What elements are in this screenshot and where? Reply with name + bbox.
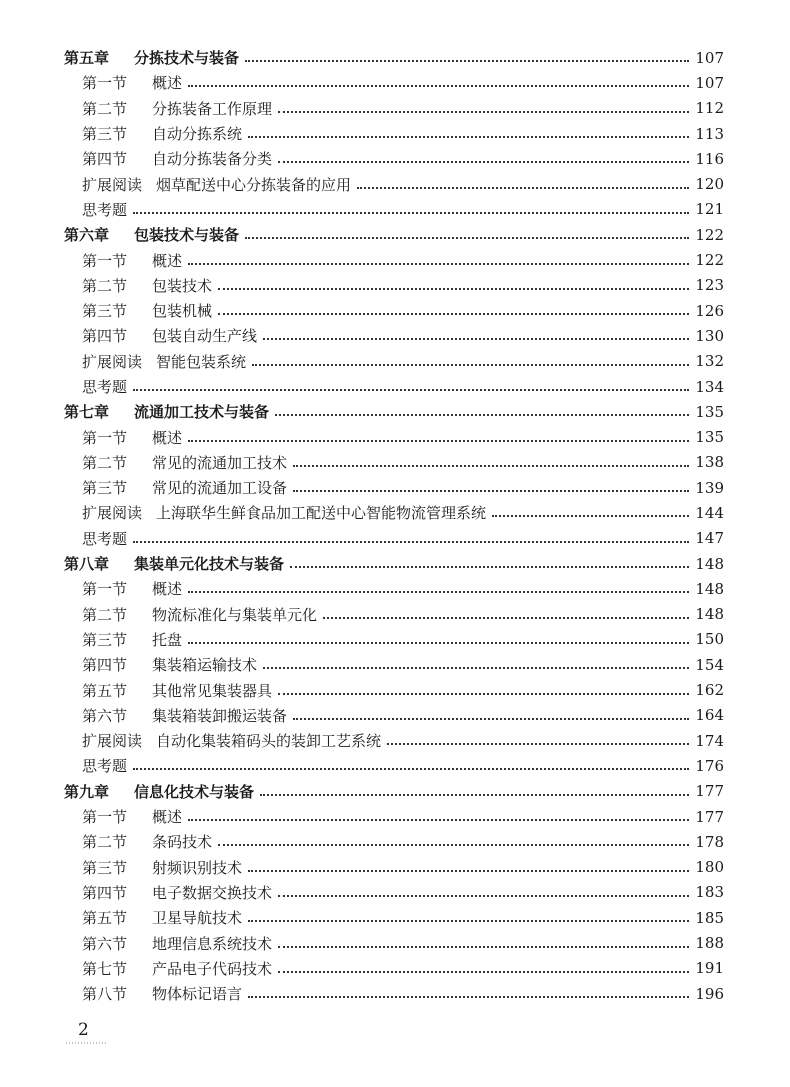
toc-entry-title: 物体标记语言 <box>152 985 243 1004</box>
page-ornament-icon <box>66 1040 106 1046</box>
toc-section-row <box>64 121 724 146</box>
toc-dot-leader <box>263 337 689 340</box>
toc-page-number: 174 <box>695 731 724 750</box>
toc-page-number: 139 <box>695 478 724 497</box>
toc-dot-leader <box>278 160 689 163</box>
toc-entry-number: 第六节 <box>82 934 128 953</box>
toc-page-number: 120 <box>695 175 724 194</box>
toc-entry-title: 信息化技术与装备 <box>134 782 255 801</box>
toc-entry-title: 烟草配送中心分拣装备的应用 <box>156 175 352 194</box>
toc-section-row <box>64 349 724 374</box>
toc-section-row <box>64 602 724 627</box>
toc-entry-title: 流通加工技术与装备 <box>134 403 270 422</box>
toc-section-row <box>64 197 724 222</box>
toc-entry-title: 射频识别技术 <box>152 858 243 877</box>
toc-page-number: 148 <box>695 605 724 624</box>
toc-section-row <box>64 576 724 601</box>
toc-section-row <box>64 70 724 95</box>
toc-section-row <box>64 298 724 323</box>
toc-entry-title: 自动分拣系统 <box>152 125 243 144</box>
toc-entry-number: 第五章 <box>64 49 110 68</box>
toc-entry-title: 概述 <box>152 428 183 447</box>
toc-page-number: 148 <box>695 554 724 573</box>
toc-page-number: 164 <box>695 706 724 725</box>
toc-dot-leader <box>278 945 689 948</box>
toc-entry-number: 第一节 <box>82 428 128 447</box>
toc-section-row <box>64 855 724 880</box>
toc-entry-title: 包装技术 <box>152 276 213 295</box>
toc-section-row <box>64 829 724 854</box>
toc-entry-title: 常见的流通加工技术 <box>152 453 288 472</box>
toc-entry-number: 第二节 <box>82 605 128 624</box>
toc-entry-title: 概述 <box>152 74 183 93</box>
toc-section-row <box>64 450 724 475</box>
toc-entry-title: 自动化集装箱码头的装卸工艺系统 <box>156 732 382 751</box>
toc-entry-number: 第八章 <box>64 555 110 574</box>
toc-entry-number: 第一节 <box>82 580 128 599</box>
toc-dot-leader <box>133 767 689 770</box>
toc-dot-leader <box>263 666 689 669</box>
toc-page-number: 183 <box>695 883 724 902</box>
toc-section-row <box>64 753 724 778</box>
toc-dot-leader <box>248 135 689 138</box>
toc-entry-title: 概述 <box>152 808 183 827</box>
toc-dot-leader <box>218 287 689 290</box>
toc-dot-leader <box>248 869 689 872</box>
toc-page-number: 134 <box>695 377 724 396</box>
toc-dot-leader <box>278 110 689 113</box>
toc-page-number: 177 <box>695 807 724 826</box>
toc-page-number: 107 <box>695 73 724 92</box>
toc-entry-title: 集装箱装卸搬运装备 <box>152 706 288 725</box>
toc-page-number: 112 <box>695 99 724 118</box>
toc-dot-leader <box>188 590 689 593</box>
toc-entry-number: 第三节 <box>82 302 128 321</box>
toc-section-row <box>64 880 724 905</box>
toc-entry-number: 第五节 <box>82 681 128 700</box>
toc-dot-leader <box>188 641 689 644</box>
toc-entry-title: 包装机械 <box>152 302 213 321</box>
toc-page-number: 138 <box>695 453 724 472</box>
toc-entry-title: 自动分拣装备分类 <box>152 150 273 169</box>
toc-page-number: 162 <box>695 681 724 700</box>
toc-section-row <box>64 804 724 829</box>
toc-page-number: 177 <box>695 782 724 801</box>
toc-page-number: 113 <box>695 124 724 143</box>
toc-entry-number: 第六节 <box>82 706 128 725</box>
toc-entry-number: 思考题 <box>82 529 128 548</box>
toc-page-number: 180 <box>695 858 724 877</box>
toc-section-row <box>64 374 724 399</box>
toc-page-number: 196 <box>695 984 724 1003</box>
toc-section-row <box>64 247 724 272</box>
toc-entry-number: 扩展阅读 <box>82 175 143 194</box>
toc-section-row <box>64 171 724 196</box>
toc-chapter-row <box>64 399 724 424</box>
toc-chapter-row <box>64 222 724 247</box>
toc-entry-title: 上海联华生鲜食品加工配送中心智能物流管理系统 <box>156 504 487 523</box>
toc-dot-leader <box>245 236 689 239</box>
table-of-contents <box>64 45 724 1006</box>
toc-entry-title: 包装技术与装备 <box>134 226 240 245</box>
toc-dot-leader <box>278 970 689 973</box>
toc-section-row <box>64 273 724 298</box>
toc-dot-leader <box>133 211 689 214</box>
toc-entry-number: 第九章 <box>64 782 110 801</box>
toc-section-row <box>64 475 724 500</box>
toc-section-row <box>64 424 724 449</box>
toc-entry-number: 思考题 <box>82 757 128 776</box>
toc-dot-leader <box>278 894 689 897</box>
toc-page-number: 148 <box>695 579 724 598</box>
toc-entry-number: 第二节 <box>82 99 128 118</box>
toc-dot-leader <box>278 692 689 695</box>
toc-entry-title: 产品电子代码技术 <box>152 959 273 978</box>
toc-entry-number: 扩展阅读 <box>82 352 143 371</box>
toc-page-number: 135 <box>695 402 724 421</box>
toc-entry-number: 第三节 <box>82 125 128 144</box>
toc-entry-number: 思考题 <box>82 200 128 219</box>
toc-page-number: 130 <box>695 326 724 345</box>
toc-section-row <box>64 930 724 955</box>
toc-dot-leader <box>188 262 689 265</box>
toc-entry-number: 第四节 <box>82 656 128 675</box>
toc-entry-title: 地理信息系统技术 <box>152 934 273 953</box>
toc-section-row <box>64 956 724 981</box>
toc-page-number: 150 <box>695 630 724 649</box>
toc-entry-number: 第六章 <box>64 226 110 245</box>
toc-dot-leader <box>133 540 689 543</box>
toc-entry-number: 第二节 <box>82 276 128 295</box>
toc-dot-leader <box>357 186 689 189</box>
toc-entry-number: 第五节 <box>82 909 128 928</box>
toc-dot-leader <box>260 793 689 796</box>
toc-entry-number: 第二节 <box>82 453 128 472</box>
toc-entry-number: 第七章 <box>64 403 110 422</box>
toc-entry-title: 其他常见集装器具 <box>152 681 273 700</box>
toc-entry-number: 第一节 <box>82 251 128 270</box>
toc-entry-title: 分拣装备工作原理 <box>152 99 273 118</box>
toc-dot-leader <box>188 84 689 87</box>
toc-page-number: 116 <box>695 149 724 168</box>
toc-dot-leader <box>293 464 689 467</box>
toc-entry-title: 概述 <box>152 580 183 599</box>
toc-entry-title: 智能包装系统 <box>156 352 247 371</box>
toc-entry-number: 第二节 <box>82 833 128 852</box>
toc-dot-leader <box>248 919 689 922</box>
toc-dot-leader <box>252 363 689 366</box>
toc-page-number: 176 <box>695 756 724 775</box>
toc-entry-number: 扩展阅读 <box>82 504 143 523</box>
page-number: 2 <box>78 1020 89 1040</box>
toc-section-row <box>64 905 724 930</box>
toc-page-number: 147 <box>695 529 724 548</box>
toc-dot-leader <box>323 616 689 619</box>
toc-entry-number: 扩展阅读 <box>82 732 143 751</box>
toc-entry-title: 物流标准化与集装单元化 <box>152 605 318 624</box>
toc-entry-title: 条码技术 <box>152 833 213 852</box>
toc-entry-title: 集装箱运输技术 <box>152 656 258 675</box>
toc-page-number: 132 <box>695 352 724 371</box>
toc-dot-leader <box>133 388 689 391</box>
toc-entry-number: 第一节 <box>82 808 128 827</box>
toc-section-row <box>64 323 724 348</box>
toc-section-row <box>64 652 724 677</box>
toc-entry-number: 第三节 <box>82 479 128 498</box>
toc-entry-title: 托盘 <box>152 630 183 649</box>
toc-dot-leader <box>275 413 689 416</box>
toc-entry-title: 包装自动生产线 <box>152 327 258 346</box>
toc-section-row <box>64 526 724 551</box>
toc-section-row <box>64 627 724 652</box>
toc-dot-leader <box>188 439 689 442</box>
toc-page-number: 185 <box>695 908 724 927</box>
toc-entry-number: 第四节 <box>82 327 128 346</box>
toc-dot-leader <box>387 742 689 745</box>
toc-dot-leader <box>293 489 689 492</box>
toc-dot-leader <box>245 59 689 62</box>
toc-entry-title: 集装单元化技术与装备 <box>134 555 285 574</box>
toc-entry-number: 第一节 <box>82 74 128 93</box>
toc-entry-number: 第八节 <box>82 985 128 1004</box>
toc-dot-leader <box>248 995 689 998</box>
toc-section-row <box>64 500 724 525</box>
toc-section-row <box>64 146 724 171</box>
toc-entry-title: 分拣技术与装备 <box>134 49 240 68</box>
toc-page-number: 154 <box>695 655 724 674</box>
toc-section-row <box>64 728 724 753</box>
toc-page-number: 135 <box>695 428 724 447</box>
toc-page-number: 107 <box>695 48 724 67</box>
toc-entry-number: 第三节 <box>82 630 128 649</box>
toc-dot-leader <box>492 514 689 517</box>
toc-entry-number: 第三节 <box>82 858 128 877</box>
toc-section-row <box>64 981 724 1006</box>
toc-dot-leader <box>290 565 689 568</box>
toc-page-number: 123 <box>695 276 724 295</box>
toc-entry-title: 概述 <box>152 251 183 270</box>
toc-entry-title: 常见的流通加工设备 <box>152 479 288 498</box>
toc-section-row <box>64 96 724 121</box>
toc-entry-number: 第四节 <box>82 150 128 169</box>
toc-dot-leader <box>218 843 689 846</box>
toc-entry-title: 卫星导航技术 <box>152 909 243 928</box>
toc-page-number: 122 <box>695 225 724 244</box>
toc-dot-leader <box>218 312 689 315</box>
toc-section-row <box>64 703 724 728</box>
toc-entry-number: 思考题 <box>82 378 128 396</box>
toc-page-number: 122 <box>695 251 724 270</box>
toc-dot-leader <box>188 818 689 821</box>
toc-entry-title: 电子数据交换技术 <box>152 883 273 902</box>
toc-page-number: 144 <box>695 503 724 522</box>
toc-entry-number: 第四节 <box>82 883 128 902</box>
toc-dot-leader <box>293 717 689 720</box>
toc-page-number: 121 <box>695 200 724 219</box>
toc-page-number: 191 <box>695 959 724 978</box>
toc-chapter-row <box>64 551 724 576</box>
toc-chapter-row <box>64 45 724 70</box>
toc-page-number: 178 <box>695 832 724 851</box>
toc-page-number: 188 <box>695 934 724 953</box>
toc-chapter-row <box>64 779 724 804</box>
toc-page-number: 126 <box>695 301 724 320</box>
toc-section-row <box>64 677 724 702</box>
toc-entry-number: 第七节 <box>82 959 128 978</box>
